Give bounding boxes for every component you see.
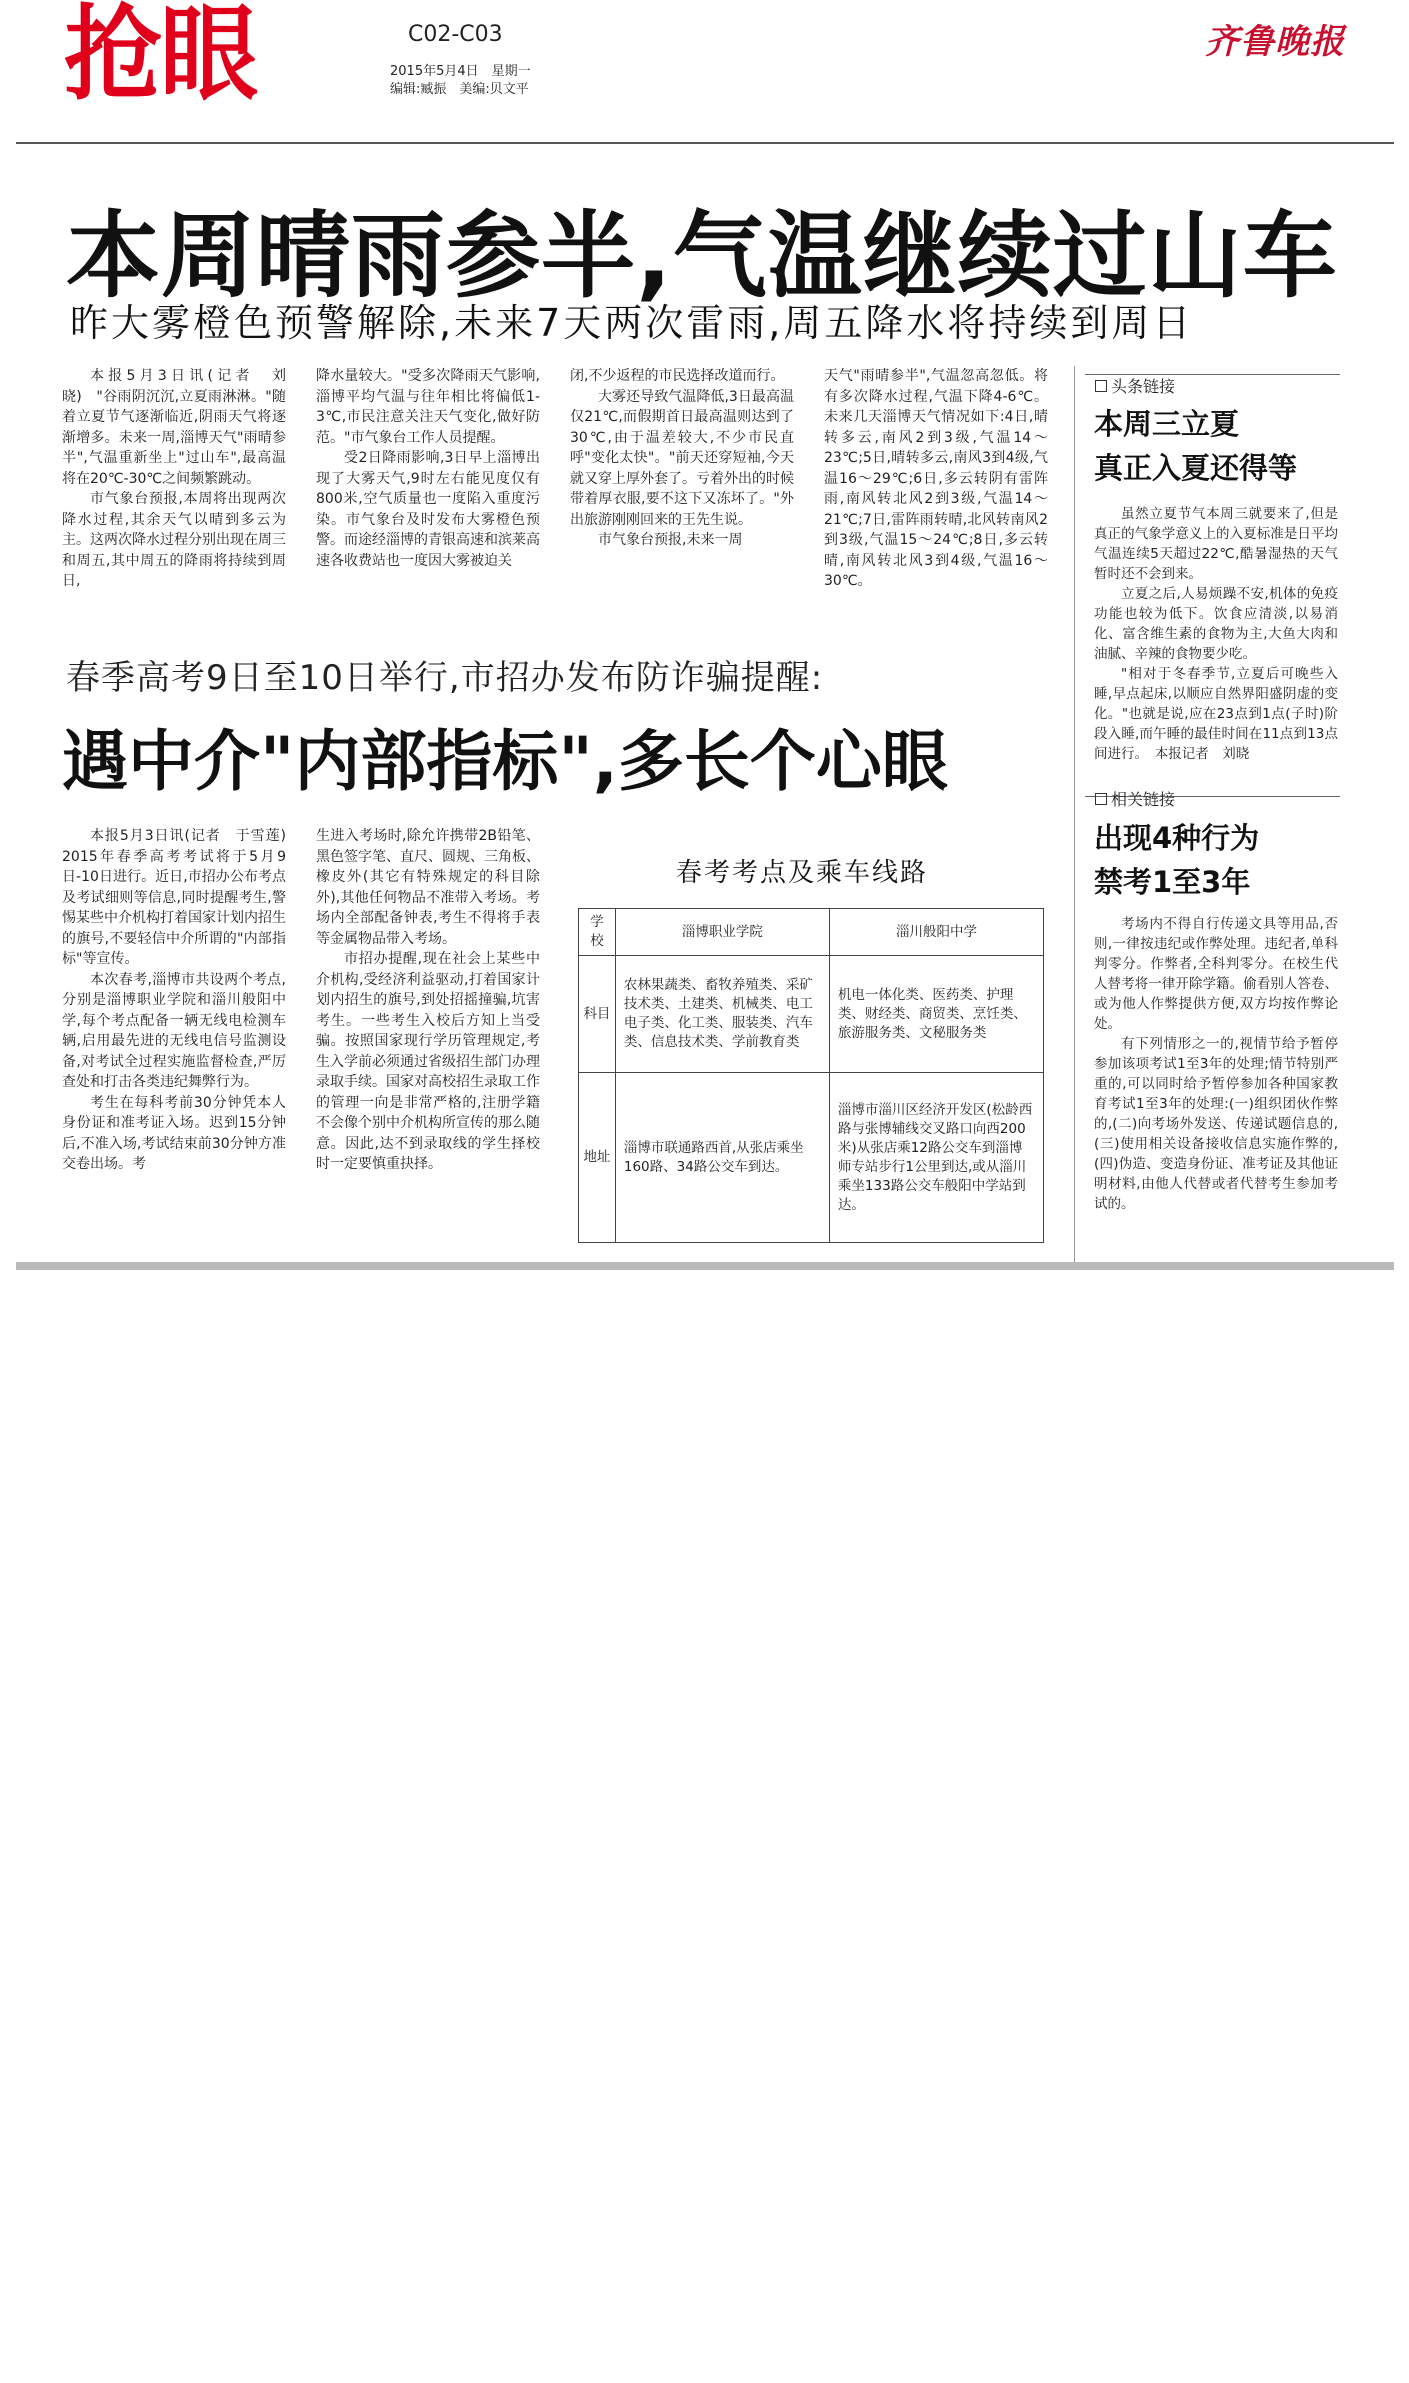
- paragraph: 虽然立夏节气本周三就要来了,但是真正的气象学意义上的入夏标准是日平均气温连续5天超过22℃,酷暑湿热的天气暂时还不会到来。: [1094, 506, 1338, 582]
- bottom-divider: [16, 1262, 1394, 1270]
- story1-column-1: [62, 366, 286, 592]
- table-cell: 机电一体化类、医药类、护理类、财经类、商贸类、烹饪类、旅游服务类、文秘服务类: [829, 956, 1043, 1073]
- paragraph: 生进入考场时,除允许携带2B铅笔、黑色签字笔、直尺、圆规、三角板、橡皮外(其它有特殊规定的科目除外),其他任何物品不准带入考场。考场内全部配备钟表,考生不得将手表等金属物品带入考场。: [316, 828, 540, 947]
- sidebar2-headline-line1: 出现4种行为: [1094, 821, 1260, 855]
- sidebar1-headline-line1: 本周三立夏: [1094, 407, 1240, 441]
- table-cell: 农林果蔬类、畜牧养殖类、采矿技术类、土建类、机械类、电工电子类、化工类、服装类、汽车类、信息技术类、学前教育类: [615, 956, 829, 1073]
- paragraph: 降水量较大。"受多次降雨天气影响,淄博平均气温与往年相比将偏低1-3℃,市民注意关注天气变化,做好防范。"市气象台工作人员提醒。: [316, 368, 540, 446]
- table-row-head: 地址: [579, 1073, 616, 1243]
- paragraph: 大雾还导致气温降低,3日最高温仅21℃,而假期首日最高温则达到了30℃,由于温差较大,不少市民直呼"变化太快"。"前天还穿短袖,今天就又穿上厚外套了。亏着外出的时候带着厚衣服,要不这下又冻坏了。"外出旅游刚刚回来的王先生说。: [570, 388, 794, 528]
- story1-column-4: [824, 366, 1048, 592]
- paragraph: 立夏之后,人易烦躁不安,机体的免疫功能也较为低下。饮食应清淡,以易消化、富含维生素的食物为主,大鱼大肉和油腻、辛辣的食物要少吃。: [1094, 586, 1338, 662]
- story1-column-3: [570, 366, 794, 551]
- paper-logo: 齐鲁晚报: [1205, 22, 1345, 62]
- sidebar2-tag: 相关链接: [1085, 787, 1175, 810]
- exam-table-title: 春考考点及乘车线路: [676, 858, 929, 888]
- paragraph: 闭,不少返程的市民选择改道而行。: [570, 368, 785, 384]
- exam-table: [578, 908, 1044, 1243]
- date-line: 2015年5月4日 星期一: [390, 64, 531, 79]
- table-header-cell: 淄川般阳中学: [829, 909, 1043, 956]
- table-cell: 淄博市淄川区经济开发区(松龄西路与张博辅线交叉路口向西200米)从张店乘12路公交车到淄博师专站步行1公里到达,或从淄川乘坐133路公交车般阳中学站到达。: [829, 1073, 1043, 1243]
- column-divider: [1074, 366, 1075, 1266]
- table-row: [579, 956, 1044, 1073]
- paragraph: 本报5月3日讯(记者 刘晓) "谷雨阴沉沉,立夏雨淋淋。"随着立夏节气逐渐临近,阴雨天气将逐渐增多。未来一周,淄博天气"雨晴参半",气温重新坐上"过山车",最高温将在20℃-30℃之间频繁跳动。: [62, 368, 286, 487]
- table-cell: 淄博市联通路西首,从张店乘坐160路、34路公交车到达。: [615, 1073, 829, 1243]
- table-row-head: 科目: [579, 956, 616, 1073]
- story2-column-1: [62, 826, 300, 1175]
- story2-column-2: [316, 826, 540, 1175]
- table-header-cell: 淄博职业学院: [615, 909, 829, 956]
- story1-subheadline: 昨大雾橙色预警解除,未来7天两次雷雨,周五降水将持续到周日: [70, 301, 1194, 345]
- sidebar1-tag: 头条链接: [1085, 374, 1175, 397]
- sidebar1-body: [1094, 504, 1338, 764]
- paragraph: 受2日降雨影响,3日早上淄博出现了大雾天气,9时左右能见度仅有800米,空气质量也一度陷入重度污染。市气象台及时发布大雾橙色预警。而途经淄博的青银高速和滨莱高速各收费站也一度因大雾被迫关: [316, 450, 540, 569]
- story2-headline: 遇中介"内部指标",多长个心眼: [62, 723, 948, 800]
- sidebar2-headline-line2: 禁考1至3年: [1094, 865, 1251, 899]
- paragraph: "相对于冬春季节,立夏后可晚些入睡,早点起床,以顺应自然界阳盛阴虚的变化。"也就是说,应在23点到1点(子时)阶段入睡,而午睡的最佳时间在11点到13点间进行。 本报记者 刘晓: [1094, 666, 1338, 762]
- editor-line: 编辑:臧振 美编:贝文平: [390, 82, 529, 97]
- paragraph: 市招办提醒,现在社会上某些中介机构,受经济利益驱动,打着国家计划内招生的旗号,到处招摇撞骗,坑害考生。一些考生入校后方知上当受骗。按照国家现行学历管理规定,考生入学前必须通过省级招生部门办理录取手续。国家对高校招生录取工作的管理一向是非常严格的,注册学籍不会像个别中介机构所宣传的那么随意。因此,达不到录取线的学生择校时一定要慎重抉择。: [316, 951, 540, 1172]
- table-header-row: [579, 909, 1044, 956]
- story2-kicker: 春季高考9日至10日举行,市招办发布防诈骗提醒:: [66, 658, 824, 698]
- masthead-divider: [16, 142, 1394, 144]
- paragraph: 本次春考,淄博市共设两个考点,分别是淄博职业学院和淄川般阳中学,每个考点配备一辆无线电检测车辆,启用最先进的无线电信号监测设备,对考试全过程实施监督检查,严厉查处和打击各类违纪舞弊行为。: [62, 971, 286, 1090]
- paragraph: 本报5月3日讯(记者 于雪莲) 2015年春季高考考试将于5月9日-10日进行。近日,市招办公布考点及考试细则等信息,同时提醒考生,警惕某些中介机构打着国家计划内招生的旗号,不要轻信中介所谓的"内部指标"等宣传。: [62, 828, 300, 967]
- paragraph: 有下列情形之一的,视情节给予暂停参加该项考试1至3年的处理;情节特别严重的,可以同时给予暂停参加各种国家教育考试1至3年的处理:(一)组织团伙作弊的,(二)向考场外发送、传递试题信息的,(三)使用相关设备接收信息实施作弊的,(四)伪造、变造身份证、准考证及其他证明材料,由他人代替或者代替考生参加考试的。: [1094, 1036, 1338, 1212]
- paragraph: 市气象台预报,未来一周: [598, 532, 743, 548]
- sidebar1-headline-line2: 真正入夏还得等: [1094, 451, 1298, 485]
- paragraph: 市气象台预报,本周将出现两次降水过程,其余天气以晴到多云为主。这两次降水过程分别出现在周三和周五,其中周五的降雨将持续到周日,: [62, 491, 286, 589]
- story1-column-2: [316, 366, 540, 571]
- section-title: 抢眼: [64, 0, 257, 115]
- sidebar2-body: [1094, 914, 1338, 1214]
- table-row: [579, 1073, 1044, 1243]
- table-header-cell: 学校: [579, 909, 616, 956]
- paragraph: 考场内不得自行传递文具等用品,否则,一律按违纪或作弊处理。违纪者,单科判零分。作弊者,全科判零分。在校生代人替考将一律开除学籍。偷看别人答卷、或为他人作弊提供方便,双方均按作弊论处。: [1094, 916, 1338, 1032]
- story1-headline: 本周晴雨参半,气温继续过山车: [66, 202, 1338, 311]
- paragraph: 天气"雨晴参半",气温忽高忽低。将有多次降水过程,气温下降4-6℃。未来几天淄博天气情况如下:4日,晴转多云,南风2到3级,气温14～23℃;5日,晴转多云,南风3到4级,气温16～29℃;6日,多云转阴有雷阵雨,南风转北风2到3级,气温14～21℃;7日,雷阵雨转晴,北风转南风2到3级,气温15～24℃;8日,多云转晴,南风转北风3到4级,气温16～30℃。: [824, 368, 1048, 589]
- page-number: C02-C03: [408, 22, 503, 47]
- paragraph: 考生在每科考前30分钟凭本人身份证和准考证入场。迟到15分钟后,不准入场,考试结束前30分钟方准交卷出场。考: [62, 1094, 286, 1172]
